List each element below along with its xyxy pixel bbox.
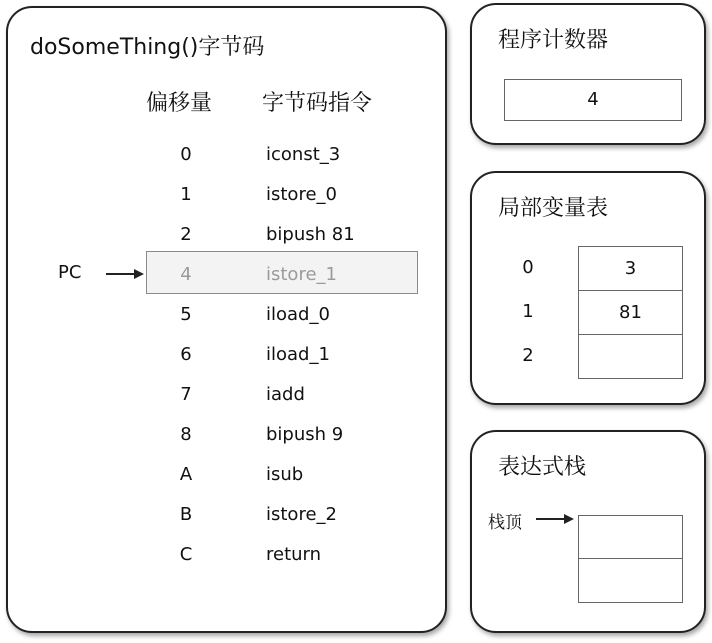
instruction-opcode: bipush 9 xyxy=(266,424,344,445)
instruction-row xyxy=(6,535,447,575)
local-variable-table-panel xyxy=(470,171,706,405)
instruction-offset: B xyxy=(179,504,193,525)
stack-top-arrowhead-icon xyxy=(564,514,574,524)
instruction-column-header: 字节码指令 xyxy=(262,91,373,116)
instruction-opcode: bipush 81 xyxy=(266,224,355,245)
instruction-row xyxy=(6,335,447,375)
local-variable-slot: 81 xyxy=(578,290,683,335)
instruction-list xyxy=(6,0,447,643)
instruction-offset: 6 xyxy=(180,344,192,365)
local-variable-index: 0 xyxy=(522,257,534,278)
instruction-row xyxy=(6,135,447,175)
instruction-opcode: return xyxy=(266,544,322,565)
instruction-offset: 4 xyxy=(180,264,192,285)
program-counter-value: 4 xyxy=(504,79,682,121)
stack-top-arrow-icon xyxy=(536,518,566,520)
instruction-offset: 0 xyxy=(180,144,192,165)
instruction-offset: A xyxy=(179,464,193,485)
instruction-offset: 2 xyxy=(180,224,192,245)
instruction-offset: 5 xyxy=(180,304,192,325)
instruction-row xyxy=(6,495,447,535)
program-counter-title: 程序计数器 xyxy=(498,28,609,53)
instruction-opcode: isub xyxy=(266,464,304,485)
instruction-opcode: iload_0 xyxy=(266,304,330,325)
instruction-opcode: istore_0 xyxy=(266,184,337,205)
instruction-row xyxy=(6,415,447,455)
pc-arrow-icon xyxy=(106,273,136,275)
stack-slot xyxy=(578,515,683,559)
bytecode-panel-title: doSomeThing()字节码 xyxy=(30,35,265,60)
instruction-row xyxy=(6,215,447,255)
pc-pointer-label: PC xyxy=(58,262,82,283)
stack-slot xyxy=(578,558,683,603)
local-variable-table-title: 局部变量表 xyxy=(498,196,609,221)
program-counter-panel xyxy=(470,3,706,145)
local-variable-slot: 3 xyxy=(578,246,683,291)
local-variable-index: 1 xyxy=(522,301,534,322)
instruction-opcode: istore_1 xyxy=(266,264,337,285)
instruction-offset: C xyxy=(179,544,193,565)
offset-column-header: 偏移量 xyxy=(146,91,213,116)
operand-stack-title: 表达式栈 xyxy=(498,455,587,480)
pc-arrowhead-icon xyxy=(134,269,144,279)
instruction-offset: 1 xyxy=(180,184,192,205)
instruction-opcode: iconst_3 xyxy=(266,144,341,165)
local-variable-index: 2 xyxy=(522,345,534,366)
instruction-opcode: iload_1 xyxy=(266,344,330,365)
instruction-row xyxy=(6,455,447,495)
instruction-row xyxy=(6,295,447,335)
stack-top-label: 栈顶 xyxy=(488,513,522,533)
instruction-offset: 8 xyxy=(180,424,192,445)
instruction-row xyxy=(6,375,447,415)
instruction-opcode: istore_2 xyxy=(266,504,337,525)
instruction-offset: 7 xyxy=(180,384,192,405)
instruction-row xyxy=(6,175,447,215)
instruction-opcode: iadd xyxy=(266,384,305,405)
